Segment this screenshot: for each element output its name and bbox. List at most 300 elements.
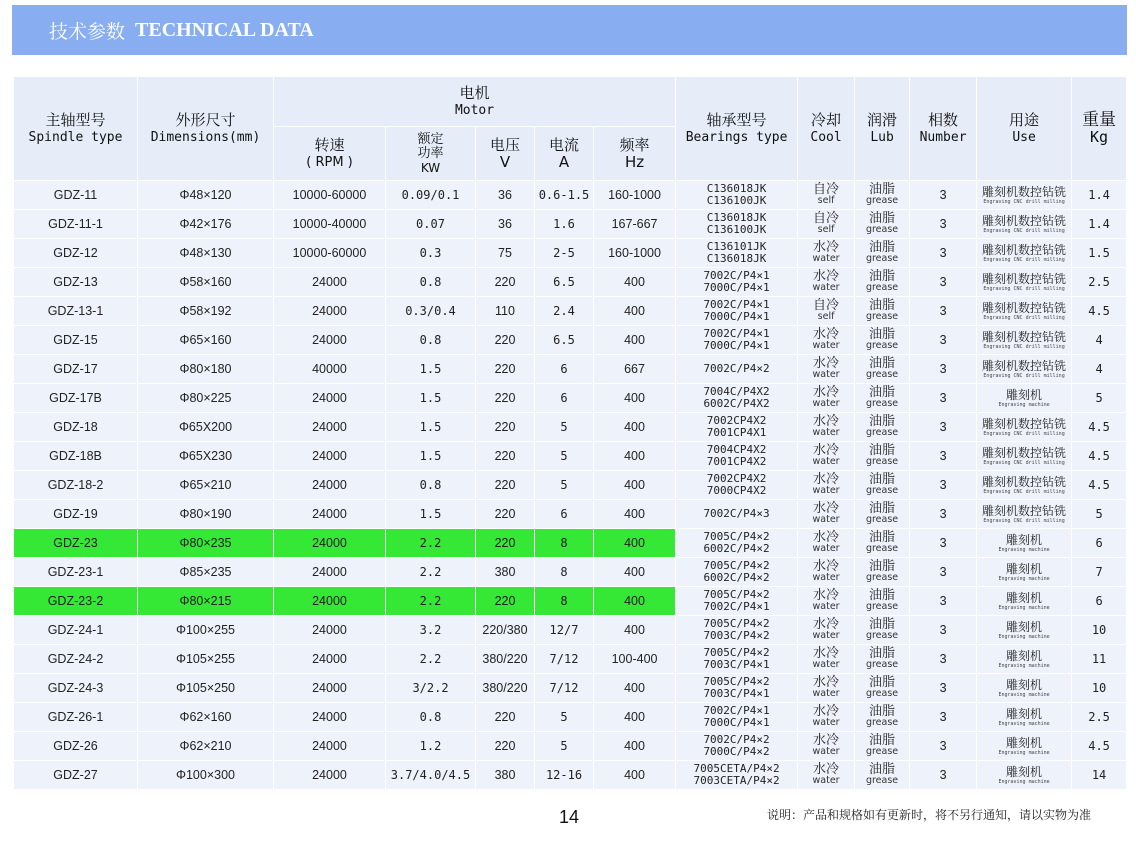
cell-use: [977, 297, 1072, 326]
cell-lub-cn: 油脂: [869, 588, 896, 603]
cell-bearing: [676, 558, 798, 587]
cell-dimensions: Φ80×190: [138, 500, 274, 529]
use-en: Engraving machine: [998, 575, 1050, 582]
cell-weight: 4.5: [1072, 471, 1127, 500]
use-en: Engraving machine: [998, 720, 1050, 727]
cell-cool-cn: 水冷: [813, 530, 840, 545]
cell-cool-cn: 水冷: [813, 269, 840, 284]
use-en: Engraving CNC drill milling: [983, 198, 1065, 205]
table-row: [14, 529, 1127, 558]
cell-cool: [798, 355, 855, 384]
cell-number: 3: [910, 413, 977, 442]
cell-dimensions: Φ48×130: [138, 239, 274, 268]
cell-lub: [855, 355, 910, 384]
cell-use: [977, 587, 1072, 616]
use-cn: 雕刻机: [1006, 706, 1043, 721]
cell-current: 1.6: [535, 210, 594, 239]
cell-speed: 10000-40000: [274, 210, 386, 239]
banner-title-en: TECHNICAL DATA: [135, 18, 314, 41]
cell-use: [977, 326, 1072, 355]
cell-power: 1.5: [386, 355, 476, 384]
cell-power: 0.8: [386, 326, 476, 355]
use-cn: 雕刻机数控钻铣: [982, 445, 1067, 460]
cell-current: 12-16: [535, 761, 594, 790]
cell-model: GDZ-12: [14, 239, 138, 268]
cell-frequency: 400: [594, 732, 676, 761]
cell-current: 6: [535, 384, 594, 413]
cell-lub-en: grease: [865, 253, 899, 264]
use-cn: 雕刻机数控钻铣: [982, 184, 1067, 199]
cell-cool: [798, 239, 855, 268]
cell-lub-cn: 油脂: [869, 327, 896, 342]
cell-bearing: [676, 587, 798, 616]
cell-number: 3: [910, 442, 977, 471]
cell-lub: [855, 471, 910, 500]
cell-cool-cn: 水冷: [813, 501, 840, 516]
cell-cool-en: self: [817, 311, 835, 322]
bearing-line: 7003CETA/P4×2: [693, 774, 780, 787]
cell-lub-cn: 油脂: [869, 414, 896, 429]
cell-number: 3: [910, 529, 977, 558]
cell-power: 1.2: [386, 732, 476, 761]
cell-speed: 24000: [274, 558, 386, 587]
bearing-line: 7001CP4X2: [706, 455, 767, 468]
cell-lub: [855, 413, 910, 442]
use-en: Engraving CNC drill milling: [983, 488, 1065, 495]
cell-dimensions: Φ65×210: [138, 471, 274, 500]
cell-use: [977, 558, 1072, 587]
cell-use: [977, 384, 1072, 413]
cell-frequency: 400: [594, 703, 676, 732]
use-en: Engraving machine: [998, 662, 1050, 669]
cell-weight: 5: [1072, 500, 1127, 529]
cell-cool: [798, 645, 855, 674]
cell-number: 3: [910, 268, 977, 297]
bearing-line: 7001CP4X1: [706, 426, 767, 439]
cell-cool-cn: 自冷: [813, 298, 840, 313]
cell-dimensions: Φ62×210: [138, 732, 274, 761]
cell-model: GDZ-26: [14, 732, 138, 761]
header-frequency: 频率 Hz: [594, 127, 676, 181]
cell-use: [977, 471, 1072, 500]
cell-weight: 10: [1072, 616, 1127, 645]
cell-power: 1.5: [386, 442, 476, 471]
table-row: [14, 500, 1127, 529]
cell-current: 12/7: [535, 616, 594, 645]
cell-cool-en: water: [812, 485, 840, 496]
cell-lub-cn: 油脂: [869, 298, 896, 313]
cell-lub-en: grease: [865, 630, 899, 641]
cell-dimensions: Φ65X200: [138, 413, 274, 442]
cell-model: GDZ-18-2: [14, 471, 138, 500]
table-row: [14, 471, 1127, 500]
cell-number: 3: [910, 674, 977, 703]
cell-number: 3: [910, 616, 977, 645]
cell-lub-cn: 油脂: [869, 530, 896, 545]
cell-current: 2.4: [535, 297, 594, 326]
use-en: Engraving machine: [998, 778, 1050, 785]
header-current: 电流 A: [535, 127, 594, 181]
cell-voltage: 380/220: [476, 645, 535, 674]
cell-lub-cn: 油脂: [869, 385, 896, 400]
cell-current: 2-5: [535, 239, 594, 268]
cell-speed: 24000: [274, 268, 386, 297]
header-dimensions: 外形尺寸 Dimensions(mm): [138, 77, 274, 181]
cell-lub: [855, 181, 910, 210]
cell-current: 7/12: [535, 645, 594, 674]
cell-cool-en: water: [812, 775, 840, 786]
table-row: [14, 616, 1127, 645]
cell-cool-en: water: [812, 746, 840, 757]
use-cn: 雕刻机: [1006, 735, 1043, 750]
cell-cool-en: water: [812, 601, 840, 612]
cell-voltage: 380: [476, 558, 535, 587]
cell-speed: 10000-60000: [274, 239, 386, 268]
header-power: 额定 功率 KW: [386, 127, 476, 181]
cell-power: 1.5: [386, 384, 476, 413]
cell-weight: 4.5: [1072, 413, 1127, 442]
use-en: Engraving CNC drill milling: [983, 343, 1065, 350]
cell-cool: [798, 442, 855, 471]
cell-current: 5: [535, 413, 594, 442]
cell-lub-cn: 油脂: [869, 240, 896, 255]
cell-use: [977, 529, 1072, 558]
cell-number: 3: [910, 732, 977, 761]
use-cn: 雕刻机: [1006, 590, 1043, 605]
cell-bearing: [676, 645, 798, 674]
bearing-line: C136100JK: [706, 194, 767, 207]
use-cn: 雕刻机: [1006, 648, 1043, 663]
footnote: 说明：产品和规格如有更新时，将不另行通知，请以实物为准: [767, 808, 1092, 822]
table-row: [14, 645, 1127, 674]
cell-cool: [798, 529, 855, 558]
cell-lub-en: grease: [865, 340, 899, 351]
cell-speed: 24000: [274, 442, 386, 471]
use-cn: 雕刻机: [1006, 677, 1043, 692]
cell-lub-en: grease: [865, 717, 899, 728]
cell-lub-cn: 油脂: [869, 646, 896, 661]
cell-current: 8: [535, 558, 594, 587]
cell-lub-en: grease: [865, 485, 899, 496]
cell-current: 5: [535, 471, 594, 500]
bearing-line: 7002C/P4×1: [703, 704, 770, 717]
cell-speed: 24000: [274, 529, 386, 558]
cell-use: [977, 442, 1072, 471]
cell-cool-en: water: [812, 659, 840, 670]
cell-current: 8: [535, 529, 594, 558]
cell-weight: 2.5: [1072, 703, 1127, 732]
cell-dimensions: Φ42×176: [138, 210, 274, 239]
cell-cool: [798, 703, 855, 732]
cell-power: 0.07: [386, 210, 476, 239]
cell-voltage: 220: [476, 500, 535, 529]
cell-lub-en: grease: [865, 688, 899, 699]
cell-power: 0.8: [386, 703, 476, 732]
table-header: [14, 77, 1127, 181]
technical-data-table-wrapper: [14, 77, 1127, 790]
cell-frequency: 400: [594, 297, 676, 326]
cell-power: 3.7/4.0/4.5: [386, 761, 476, 790]
cell-weight: 4.5: [1072, 442, 1127, 471]
cell-voltage: 220: [476, 384, 535, 413]
use-en: Engraving CNC drill milling: [983, 256, 1065, 263]
cell-dimensions: Φ80×180: [138, 355, 274, 384]
bearing-line: 7005C/P4×2: [703, 617, 770, 630]
cell-cool-cn: 水冷: [813, 704, 840, 719]
cell-number: 3: [910, 355, 977, 384]
bearing-line: 7005CETA/P4×2: [693, 762, 780, 775]
table-row: [14, 587, 1127, 616]
cell-cool: [798, 471, 855, 500]
table-row: [14, 326, 1127, 355]
table-row: [14, 355, 1127, 384]
cell-weight: 2.5: [1072, 268, 1127, 297]
cell-dimensions: Φ65X230: [138, 442, 274, 471]
table-row: [14, 413, 1127, 442]
cell-cool-en: water: [812, 253, 840, 264]
cell-number: 3: [910, 500, 977, 529]
cell-bearing: [676, 529, 798, 558]
cell-voltage: 220: [476, 732, 535, 761]
cell-lub-cn: 油脂: [869, 762, 896, 777]
cell-lub-cn: 油脂: [869, 182, 896, 197]
cell-lub: [855, 529, 910, 558]
cell-bearing: [676, 616, 798, 645]
cell-lub: [855, 210, 910, 239]
cell-cool: [798, 761, 855, 790]
cell-cool-en: water: [812, 369, 840, 380]
cell-voltage: 36: [476, 210, 535, 239]
bearing-line: 6002C/P4×2: [703, 542, 770, 555]
bearing-line: 6002C/P4X2: [703, 397, 770, 410]
cell-lub-cn: 油脂: [869, 443, 896, 458]
cell-dimensions: Φ58×160: [138, 268, 274, 297]
cell-frequency: 400: [594, 674, 676, 703]
cell-cool-en: water: [812, 282, 840, 293]
table-row: [14, 181, 1127, 210]
cell-cool-en: water: [812, 717, 840, 728]
bearing-line: 7000C/P4×1: [703, 281, 770, 294]
cell-voltage: 380: [476, 761, 535, 790]
use-cn: 雕刻机数控钻铣: [982, 242, 1067, 257]
use-en: Engraving CNC drill milling: [983, 430, 1065, 437]
header-cool: 冷却 Cool: [798, 77, 855, 181]
cell-weight: 6: [1072, 529, 1127, 558]
cell-lub-cn: 油脂: [869, 356, 896, 371]
cell-bearing: [676, 210, 798, 239]
bearing-line: C136101JK: [706, 240, 767, 253]
bearing-line: 7000C/P4×1: [703, 310, 770, 323]
use-en: Engraving machine: [998, 401, 1050, 408]
cell-weight: 4.5: [1072, 732, 1127, 761]
cell-frequency: 400: [594, 413, 676, 442]
bearing-line: 6002C/P4×2: [703, 571, 770, 584]
cell-number: 3: [910, 761, 977, 790]
cell-weight: 1.4: [1072, 181, 1127, 210]
cell-lub-cn: 油脂: [869, 617, 896, 632]
cell-lub: [855, 558, 910, 587]
cell-power: 3/2.2: [386, 674, 476, 703]
cell-model: GDZ-24-1: [14, 616, 138, 645]
table-row: [14, 442, 1127, 471]
cell-bearing: [676, 500, 798, 529]
use-en: Engraving CNC drill milling: [983, 227, 1065, 234]
cell-voltage: 220/380: [476, 616, 535, 645]
technical-data-table: [14, 77, 1127, 790]
cell-cool-cn: 自冷: [813, 211, 840, 226]
cell-speed: 24000: [274, 587, 386, 616]
cell-cool: [798, 500, 855, 529]
cell-dimensions: Φ80×225: [138, 384, 274, 413]
table-row: [14, 761, 1127, 790]
cell-voltage: 220: [476, 355, 535, 384]
bearing-line: 7002C/P4×2: [703, 733, 770, 746]
cell-speed: 24000: [274, 297, 386, 326]
cell-use: [977, 355, 1072, 384]
cell-lub-cn: 油脂: [869, 733, 896, 748]
cell-bearing: [676, 326, 798, 355]
cell-cool: [798, 181, 855, 210]
header-use: 用途 Use: [977, 77, 1072, 181]
cell-power: 3.2: [386, 616, 476, 645]
cell-cool: [798, 558, 855, 587]
cell-lub: [855, 645, 910, 674]
cell-frequency: 100-400: [594, 645, 676, 674]
cell-voltage: 220: [476, 471, 535, 500]
cell-use: [977, 268, 1072, 297]
use-cn: 雕刻机: [1006, 764, 1043, 779]
cell-bearing: [676, 239, 798, 268]
use-en: Engraving CNC drill milling: [983, 314, 1065, 321]
bearing-line: 7002C/P4×2: [703, 362, 770, 375]
cell-bearing: [676, 384, 798, 413]
cell-frequency: 400: [594, 268, 676, 297]
cell-dimensions: Φ65×160: [138, 326, 274, 355]
use-cn: 雕刻机: [1006, 561, 1043, 576]
use-en: Engraving machine: [998, 749, 1050, 756]
cell-lub: [855, 384, 910, 413]
bearing-line: 7005C/P4×2: [703, 559, 770, 572]
cell-lub: [855, 268, 910, 297]
cell-model: GDZ-26-1: [14, 703, 138, 732]
cell-dimensions: Φ80×215: [138, 587, 274, 616]
cell-current: 6.5: [535, 326, 594, 355]
cell-number: 3: [910, 645, 977, 674]
cell-frequency: 400: [594, 471, 676, 500]
cell-speed: 24000: [274, 703, 386, 732]
cell-cool-en: water: [812, 572, 840, 583]
cell-speed: 24000: [274, 471, 386, 500]
cell-power: 2.2: [386, 558, 476, 587]
cell-frequency: 160-1000: [594, 239, 676, 268]
cell-cool-en: water: [812, 688, 840, 699]
cell-lub-cn: 油脂: [869, 211, 896, 226]
cell-lub-en: grease: [865, 311, 899, 322]
cell-lub-en: grease: [865, 224, 899, 235]
cell-cool: [798, 384, 855, 413]
cell-lub-cn: 油脂: [869, 501, 896, 516]
cell-lub-cn: 油脂: [869, 704, 896, 719]
cell-frequency: 400: [594, 326, 676, 355]
cell-voltage: 220: [476, 587, 535, 616]
cell-frequency: 400: [594, 761, 676, 790]
cell-power: 0.8: [386, 268, 476, 297]
cell-power: 0.3/0.4: [386, 297, 476, 326]
cell-lub: [855, 674, 910, 703]
banner-title-cn: 技术参数: [49, 20, 126, 43]
bearing-line: C136018JK: [706, 182, 767, 195]
cell-speed: 24000: [274, 674, 386, 703]
cell-lub-en: grease: [865, 775, 899, 786]
cell-cool: [798, 326, 855, 355]
cell-cool-cn: 水冷: [813, 733, 840, 748]
cell-model: GDZ-23: [14, 529, 138, 558]
cell-power: 2.2: [386, 529, 476, 558]
cell-use: [977, 616, 1072, 645]
header-motor: 电机 Motor: [274, 77, 676, 127]
cell-current: 6.5: [535, 268, 594, 297]
cell-lub: [855, 239, 910, 268]
cell-speed: 24000: [274, 326, 386, 355]
header-voltage: 电压 V: [476, 127, 535, 181]
cell-cool: [798, 413, 855, 442]
cell-dimensions: Φ62×160: [138, 703, 274, 732]
cell-lub: [855, 297, 910, 326]
bearing-line: 7003C/P4×1: [703, 687, 770, 700]
cell-frequency: 667: [594, 355, 676, 384]
bearing-line: 7002C/P4×1: [703, 600, 770, 613]
cell-weight: 11: [1072, 645, 1127, 674]
cell-number: 3: [910, 326, 977, 355]
cell-lub-en: grease: [865, 282, 899, 293]
cell-bearing: [676, 181, 798, 210]
cell-dimensions: Φ48×120: [138, 181, 274, 210]
cell-use: [977, 239, 1072, 268]
table-row: [14, 268, 1127, 297]
cell-weight: 4.5: [1072, 297, 1127, 326]
cell-speed: 24000: [274, 384, 386, 413]
cell-number: 3: [910, 239, 977, 268]
cell-bearing: [676, 268, 798, 297]
cell-current: 5: [535, 732, 594, 761]
cell-lub-en: grease: [865, 456, 899, 467]
cell-frequency: 400: [594, 616, 676, 645]
header-lub: 润滑 Lub: [855, 77, 910, 181]
cell-cool-en: water: [812, 340, 840, 351]
header-bearing: 轴承型号 Bearings type: [676, 77, 798, 181]
cell-power: 2.2: [386, 645, 476, 674]
bearing-line: 7000C/P4×2: [703, 745, 770, 758]
cell-frequency: 400: [594, 558, 676, 587]
cell-number: 3: [910, 181, 977, 210]
use-cn: 雕刻机数控钻铣: [982, 213, 1067, 228]
cell-lub: [855, 616, 910, 645]
title-banner: [12, 5, 1127, 55]
cell-weight: 1.5: [1072, 239, 1127, 268]
table-row: [14, 297, 1127, 326]
cell-cool-cn: 水冷: [813, 356, 840, 371]
cell-current: 6: [535, 500, 594, 529]
cell-cool: [798, 674, 855, 703]
cell-frequency: 400: [594, 587, 676, 616]
use-cn: 雕刻机数控钻铣: [982, 300, 1067, 315]
bearing-line: 7005C/P4×2: [703, 588, 770, 601]
cell-bearing: [676, 703, 798, 732]
cell-power: 1.5: [386, 413, 476, 442]
cell-dimensions: Φ105×250: [138, 674, 274, 703]
cell-weight: 7: [1072, 558, 1127, 587]
cell-power: 0.09/0.1: [386, 181, 476, 210]
